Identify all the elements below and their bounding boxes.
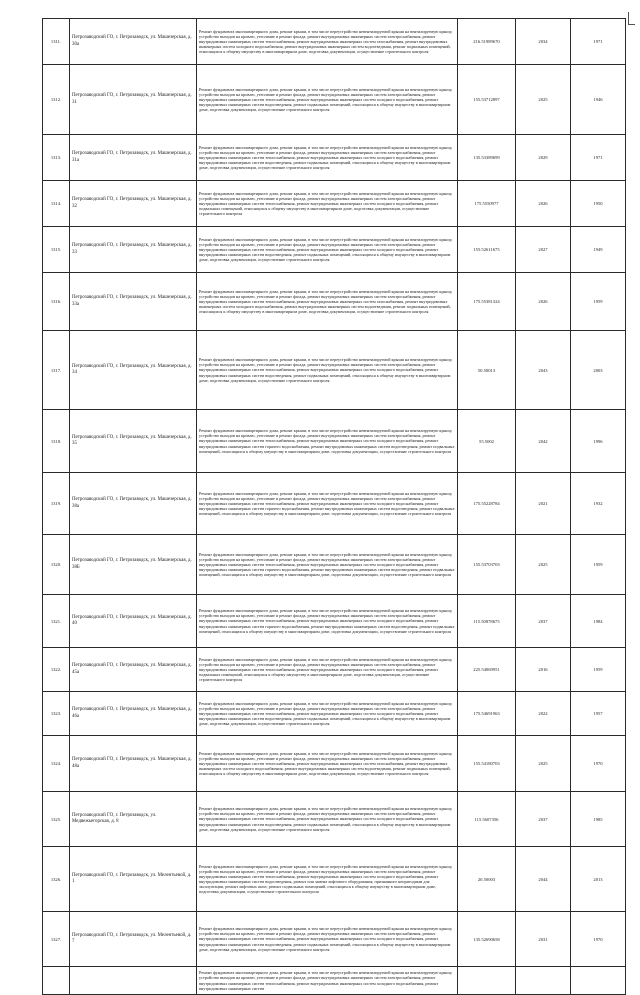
row-planned-year: 2025 [516, 535, 571, 595]
row-cost: 216.51989670 [458, 19, 516, 65]
row-planned-year: 2025 [516, 65, 571, 135]
row-address: Петрозаводский ГО, г. Петрозаводск, ул. Машезерская, д. 33 [70, 227, 197, 273]
row-address: Петрозаводский ГО, г. Петрозаводск, ул. Машезерская, д. 38а [70, 473, 197, 535]
row-built-year: 1959 [571, 273, 626, 331]
row-planned-year: 2021 [516, 473, 571, 535]
row-planned-year: 2037 [516, 792, 571, 847]
row-planned-year: 2026 [516, 273, 571, 331]
row-works: Ремонт фундамента многоквартирного дома, ремонт крыши, в том числе переустройство невентилируемой крыши на вентилируемую крышу, устройство выходов на кровлю, утепление и ремонт фасада, ремонт внутридомовых инженерных систем электроснабжения, ремонт внутридомовых инженерных систем теплоснабжения, ремонт внутридомовых инженерных систем холодного водоснабжения, ремонт внутридомовых инженерных систем водоотведения, ремонт подвальных помещений, относящихся к общему имуществу в многоквартирном доме, подготовка документации, осуществление строительного контроля [197, 331, 458, 410]
row-built-year: 2013 [571, 847, 626, 912]
row-address: Петрозаводский ГО, г. Петрозаводск, ул. Мелентьевой, д. 7 [70, 912, 197, 967]
row-planned-year: 2044 [516, 847, 571, 912]
table-row [43, 736, 626, 792]
row-cost: 115.5607356 [458, 792, 516, 847]
row-number: 1325. [43, 792, 70, 847]
table-row [43, 273, 626, 331]
row-planned-year: 2037 [516, 595, 571, 648]
row-built-year: 1996 [571, 410, 626, 473]
table-row [43, 912, 626, 967]
row-works: Ремонт фундамента многоквартирного дома, ремонт крыши, в том числе переустройство невентилируемой крыши на вентилируемую крышу, устройство выходов на кровлю, утепление и ремонт фасада, ремонт внутридомовых инженерных систем электроснабжения, ремонт внутридомовых инженерных систем теплоснабжения, ремонт внутридомовых инженерных систем холодного водоснабжения, ремонт внутридомовых инженерных систем водоотведения, ремонт подвальных помещений, относящихся к общему имуществу в многоквартирном доме, подготовка документации, осуществление строительного контроля [197, 135, 458, 181]
row-number: 1314. [43, 181, 70, 227]
row-planned-year: 2043 [516, 331, 571, 410]
row-built-year: 1970 [571, 912, 626, 967]
table-row [43, 967, 626, 995]
table-row [43, 792, 626, 847]
row-works: Ремонт фундамента многоквартирного дома, ремонт крыши, в том числе переустройство невентилируемой крыши на вентилируемую крышу, устройство выходов на кровлю, утепление и ремонт фасада, ремонт внутридомовых инженерных систем электроснабжения, ремонт внутридомовых инженерных систем теплоснабжения, ремонт внутридомовых инженерных систем холодного водоснабжения, ремонт внутридомовых инженерных систем водоотведения, ремонт подвальных помещений, относящихся к общему имуществу в многоквартирном доме, подготовка документации, осуществление строительного контроля [197, 912, 458, 967]
row-built-year: 1932 [571, 473, 626, 535]
row-number [43, 967, 70, 995]
row-planned-year: 2022 [516, 692, 571, 736]
row-works: Ремонт фундамента многоквартирного дома, ремонт крыши, в том числе переустройство невентилируемой крыши на вентилируемую крышу, устройство выходов на кровлю, утепление и ремонт фасада, ремонт внутридомовых инженерных систем электроснабжения, ремонт внутридомовых инженерных систем теплоснабжения, ремонт внутридомовых инженерных систем холодного водоснабжения, ремонт внутридомовых инженерных систем горячего водоснабжения, ремонт внутридомовых инженерных систем водоотведения, ремонт подвальных помещений, относящихся к общему имуществу в многоквартирном доме, подготовка документации, осуществление строительного контроля [197, 473, 458, 535]
row-built-year: 2003 [571, 331, 626, 410]
row-built-year: 1949 [571, 227, 626, 273]
row-address: Петрозаводский ГО, г. Петрозаводск, ул. Машезерская, д. 30а [70, 19, 197, 65]
row-cost: 20.50003 [458, 847, 516, 912]
row-address: Петрозаводский ГО, г. Петрозаводск, ул. Машезерская, д. 40 [70, 595, 197, 648]
row-number: 1321. [43, 595, 70, 648]
row-works: Ремонт фундамента многоквартирного дома, ремонт крыши, в том числе переустройство невентилируемой крыши на вентилируемую крышу, устройство выходов на кровлю, утепление и ремонт фасада, ремонт внутридомовых инженерных систем электроснабжения, ремонт внутридомовых инженерных систем теплоснабжения, ремонт внутридомовых инженерных систем холодного водоснабжения, ремонт внутридомовых инженерных систем водоотведения, ремонт подвальных помещений, относящихся к общему имуществу в многоквартирном доме, подготовка документации, осуществление строительного контроля [197, 692, 458, 736]
row-works: Ремонт фундамента многоквартирного дома, ремонт крыши, в том числе переустройство невентилируемой крыши на вентилируемую крышу, устройство выходов на кровлю, утепление и ремонт фасада, ремонт внутридомовых инженерных систем электроснабжения, ремонт внутридомовых инженерных систем теплоснабжения, ремонт внутридомовых инженерных систем газоснабжения, ремонт внутридомовых инженерных систем холодного водоснабжения, ремонт внутридомовых инженерных систем водоотведения, ремонт подвальных помещений, относящихся к общему имуществу в многоквартирном доме, подготовка документации, осуществление строительного контроля [197, 273, 458, 331]
row-cost [458, 967, 516, 995]
table-row [43, 535, 626, 595]
row-planned-year: 2029 [516, 135, 571, 181]
row-address: Петрозаводский ГО, г. Петрозаводск, ул. Машезерская, д. 31а [70, 135, 197, 181]
row-works: Ремонт фундамента многоквартирного дома, ремонт крыши, в том числе переустройство невентилируемой крыши на вентилируемую крышу, устройство выходов на кровлю, утепление и ремонт фасада, ремонт внутридомовых инженерных систем электроснабжения, ремонт внутридомовых инженерных систем теплоснабжения, ремонт внутридомовых инженерных систем холодного водоснабжения, ремонт внутридомовых инженерных систем горячего водоснабжения, ремонт внутридомовых инженерных систем водоотведения, ремонт подвальных помещений, относящихся к общему имуществу в многоквартирном доме, подготовка документации, осуществление строительного контроля [197, 410, 458, 473]
row-works: Ремонт фундамента многоквартирного дома, ремонт крыши, в том числе переустройство невентилируемой крыши на вентилируемую крышу, устройство выходов на кровлю, утепление и ремонт фасада, ремонт внутридомовых инженерных систем электроснабжения, ремонт внутридомовых инженерных систем теплоснабжения, ремонт внутридомовых инженерных систем холодного водоснабжения, ремонт внутридомовых инженерных систем водоотведения, ремонт подвальных помещений, относящихся к общему имуществу в многоквартирном доме, подготовка документации, осуществление строительного контроля [197, 792, 458, 847]
row-works: Ремонт фундамента многоквартирного дома, ремонт крыши, в том числе переустройство невентилируемой крыши на вентилируемую крышу, устройство выходов на кровлю, утепление и ремонт фасада, ремонт внутридомовых инженерных систем электроснабжения, ремонт внутридомовых инженерных систем теплоснабжения, ремонт внутридомовых инженерных систем холодного водоснабжения, ремонт внутридомовых инженерных систем горячего водоснабжения, ремонт внутридомовых инженерных систем водоотведения, ремонт подвальных помещений, относящихся к общему имуществу в многоквартирном доме, подготовка документации, осуществление строительного контроля [197, 595, 458, 648]
row-number: 1322. [43, 648, 70, 692]
table-row [43, 595, 626, 648]
row-works: Ремонт фундамента многоквартирного дома, ремонт крыши, в том числе переустройство невентилируемой крыши на вентилируемую крышу, устройство выходов на кровлю, утепление и ремонт фасада, ремонт внутридомовых инженерных систем электроснабжения, ремонт внутридомовых инженерных систем теплоснабжения, ремонт внутридомовых инженерных систем газоснабжения, ремонт внутридомовых инженерных систем холодного водоснабжения, ремонт внутридомовых инженерных систем водоотведения, ремонт подвальных помещений, относящихся к общему имуществу в многоквартирном доме, подготовка документации, осуществление строительного контроля [197, 19, 458, 65]
row-cost: 55.5002 [458, 410, 516, 473]
row-address: Петрозаводский ГО, г. Петрозаводск, ул. Машезерская, д. 34 [70, 331, 197, 410]
row-address: Петрозаводский ГО, г. Петрозаводск, ул. Машезерская, д. 45а [70, 648, 197, 692]
row-number: 1317. [43, 331, 70, 410]
row-number: 1316. [43, 273, 70, 331]
row-cost: 155.54180703 [458, 736, 516, 792]
row-address: Петрозаводский ГО, г. Петрозаводск, ул. Машезерская, д. 48а [70, 736, 197, 792]
row-built-year: 1971 [571, 19, 626, 65]
row-cost: 175.55228784 [458, 473, 516, 535]
table-row [43, 19, 626, 65]
row-built-year: 1984 [571, 595, 626, 648]
row-address [70, 967, 197, 995]
row-address: Петрозаводский ГО, г. Петрозаводск, ул. Машезерская, д. 38Б [70, 535, 197, 595]
row-number: 1327. [43, 912, 70, 967]
row-built-year: 1957 [571, 692, 626, 736]
row-works: Ремонт фундамента многоквартирного дома, ремонт крыши, в том числе переустройство невентилируемой крыши на вентилируемую крышу, устройство выходов на кровлю, утепление и ремонт фасада, ремонт внутридомовых инженерных систем электроснабжения, ремонт внутридомовых инженерных систем теплоснабжения, ремонт внутридомовых инженерных систем холодного водоснабжения, ремонт подвальных помещений, относящихся к общему имуществу в многоквартирном доме, подготовка документации, осуществление строительного контроля [197, 181, 458, 227]
row-built-year [571, 967, 626, 995]
table-row [43, 331, 626, 410]
row-cost: 175.55381324 [458, 273, 516, 331]
row-number: 1312. [43, 65, 70, 135]
row-cost: 115.50878675 [458, 595, 516, 648]
row-planned-year: 2042 [516, 410, 571, 473]
row-built-year: 1950 [571, 181, 626, 227]
row-planned-year: 2034 [516, 19, 571, 65]
register-body [43, 19, 626, 995]
row-address: Петрозаводский ГО, г. Петрозаводск, ул. Машезерская, д. 32 [70, 181, 197, 227]
row-works: Ремонт фундамента многоквартирного дома, ремонт крыши, в том числе переустройство невентилируемой крыши на вентилируемую крышу, устройство выходов на кровлю, утепление и ремонт фасада, ремонт внутридомовых инженерных систем электроснабжения, ремонт внутридомовых инженерных систем теплоснабжения, ремонт внутридомовых инженерных систем холодного водоснабжения, ремонт внутридомовых инженерных систем водоотведения, ремонт подвальных помещений, относящихся к общему имуществу в многоквартирном доме, подготовка документации, осуществление строительного контроля [197, 65, 458, 135]
row-number: 1326. [43, 847, 70, 912]
row-planned-year: 2027 [516, 227, 571, 273]
row-built-year: 1946 [571, 65, 626, 135]
page-corner-mark [628, 12, 635, 25]
row-number: 1324. [43, 736, 70, 792]
row-number: 1315. [43, 227, 70, 273]
row-cost: 155.52611675 [458, 227, 516, 273]
row-address: Петрозаводский ГО, г. Петрозаводск, ул. Мелентьевой, д. 1 [70, 847, 197, 912]
row-cost: 50.50013 [458, 331, 516, 410]
row-cost: 175.54691963 [458, 692, 516, 736]
row-works: Ремонт фундамента многоквартирного дома, ремонт крыши, в том числе переустройство невентилируемой крыши на вентилируемую крышу, устройство выходов на кровлю, утепление и ремонт фасада, ремонт внутридомовых инженерных систем электроснабжения, ремонт внутридомовых инженерных систем теплоснабжения, ремонт внутридомовых инженерных систем холодного водоснабжения, ремонт внутридомовых инженерных систем горячего водоснабжения, ремонт внутридомовых инженерных систем водоотведения, ремонт подвальных помещений, относящихся к общему имуществу в многоквартирном доме, подготовка документации, осуществление строительного контроля [197, 535, 458, 595]
table-row [43, 847, 626, 912]
row-address: Петрозаводский ГО, г. Петрозаводск, ул. Медвежьегорская, д. 8 [70, 792, 197, 847]
row-number: 1313. [43, 135, 70, 181]
row-built-year: 1959 [571, 648, 626, 692]
row-works: Ремонт фундамента многоквартирного дома, ремонт крыши, в том числе переустройство невентилируемой крыши на вентилируемую крышу, устройство выходов на кровлю, утепление и ремонт фасада, ремонт внутридомовых инженерных систем электроснабжения, ремонт внутридомовых инженерных систем теплоснабжения, ремонт внутридомовых инженерных систем газоснабжения, ремонт внутридомовых инженерных систем холодного водоснабжения, ремонт внутридомовых инженерных систем водоотведения, ремонт подвальных помещений, относящихся к общему имуществу в многоквартирном доме, подготовка документации, осуществление строительного контроля [197, 736, 458, 792]
row-cost: 155.53712897 [458, 65, 516, 135]
row-address: Петрозаводский ГО, г. Петрозаводск, ул. Машезерская, д. 46а [70, 692, 197, 736]
table-row [43, 181, 626, 227]
table-row [43, 648, 626, 692]
repair-register-table [42, 18, 626, 995]
table-row [43, 65, 626, 135]
row-planned-year [516, 967, 571, 995]
row-planned-year: 2026 [516, 181, 571, 227]
row-built-year: 1985 [571, 792, 626, 847]
row-cost: 155.53703703 [458, 535, 516, 595]
row-number: 1320. [43, 535, 70, 595]
row-built-year: 1971 [571, 135, 626, 181]
row-cost: 225.54069951 [458, 648, 516, 692]
table-row [43, 135, 626, 181]
table-row [43, 473, 626, 535]
row-address: Петрозаводский ГО, г. Петрозаводск, ул. Машезерская, д. 33а [70, 273, 197, 331]
row-works: Ремонт фундамента многоквартирного дома, ремонт крыши, в том числе переустройство невентилируемой крыши на вентилируемую крышу, устройство выходов на кровлю, утепление и ремонт фасада, ремонт внутридомовых инженерных систем электроснабжения, ремонт внутридомовых инженерных систем теплоснабжения, ремонт внутридомовых инженерных систем холодного водоснабжения, ремонт внутридомовых инженерных систем водоотведения, ремонт подвальных помещений, относящихся к общему имуществу в многоквартирном доме, подготовка документации, осуществление строительного контроля [197, 227, 458, 273]
row-works: Ремонт фундамента многоквартирного дома, ремонт крыши, в том числе переустройство невентилируемой крыши на вентилируемую крышу, устройство выходов на кровлю, утепление и ремонт фасада, ремонт внутридомовых инженерных систем электроснабжения, ремонт внутридомовых инженерных систем теплоснабжения, ремонт внутридомовых инженерных систем холодного водоснабжения, ремонт внутридомовых инженерных систем водоотведения, ремонт или замена лифтового оборудования, признанного непригодным для эксплуатации, ремонт лифтовых шахт, ремонт подвальных помещений, относящихся к общему имуществу в многоквартирном доме, подготовка документации, осуществление строительного контроля [197, 847, 458, 912]
table-row [43, 227, 626, 273]
row-number: 1323. [43, 692, 70, 736]
row-address: Петрозаводский ГО, г. Петрозаводск, ул. Машезерская, д. 31 [70, 65, 197, 135]
row-address: Петрозаводский ГО, г. Петрозаводск, ул. Машезерская, д. 35 [70, 410, 197, 473]
row-number: 1318. [43, 410, 70, 473]
row-cost: 135.53389699 [458, 135, 516, 181]
row-planned-year: 2031 [516, 912, 571, 967]
row-works: Ремонт фундамента многоквартирного дома, ремонт крыши, в том числе переустройство невентилируемой крыши на вентилируемую крышу, устройство выходов на кровлю, утепление и ремонт фасада, ремонт внутридомовых инженерных систем электроснабжения, ремонт внутридомовых инженерных систем теплоснабжения, ремонт внутридомовых инженерных систем холодного водоснабжения, ремонт подвальных помещений, относящихся к общему имуществу в многоквартирном доме, подготовка документации, осуществление строительного контроля [197, 648, 458, 692]
row-cost: 175.5550977 [458, 181, 516, 227]
row-cost: 135.52690658 [458, 912, 516, 967]
table-row [43, 410, 626, 473]
table-row [43, 692, 626, 736]
row-planned-year: 2025 [516, 736, 571, 792]
row-built-year: 1959 [571, 535, 626, 595]
row-planned-year: 2016 [516, 648, 571, 692]
row-number: 1319. [43, 473, 70, 535]
row-works: Ремонт фундамента многоквартирного дома, ремонт крыши, в том числе переустройство невентилируемой крыши на вентилируемую крышу, устройство выходов на кровлю, утепление и ремонт фасада, ремонт внутридомовых инженерных систем электроснабжения, ремонт внутридомовых инженерных систем теплоснабжения, ремонт внутридомовых инженерных систем холодного водоснабжения, ремонт внутридомовых инженерных систем [197, 967, 458, 995]
row-number: 1311. [43, 19, 70, 65]
row-built-year: 1970 [571, 736, 626, 792]
